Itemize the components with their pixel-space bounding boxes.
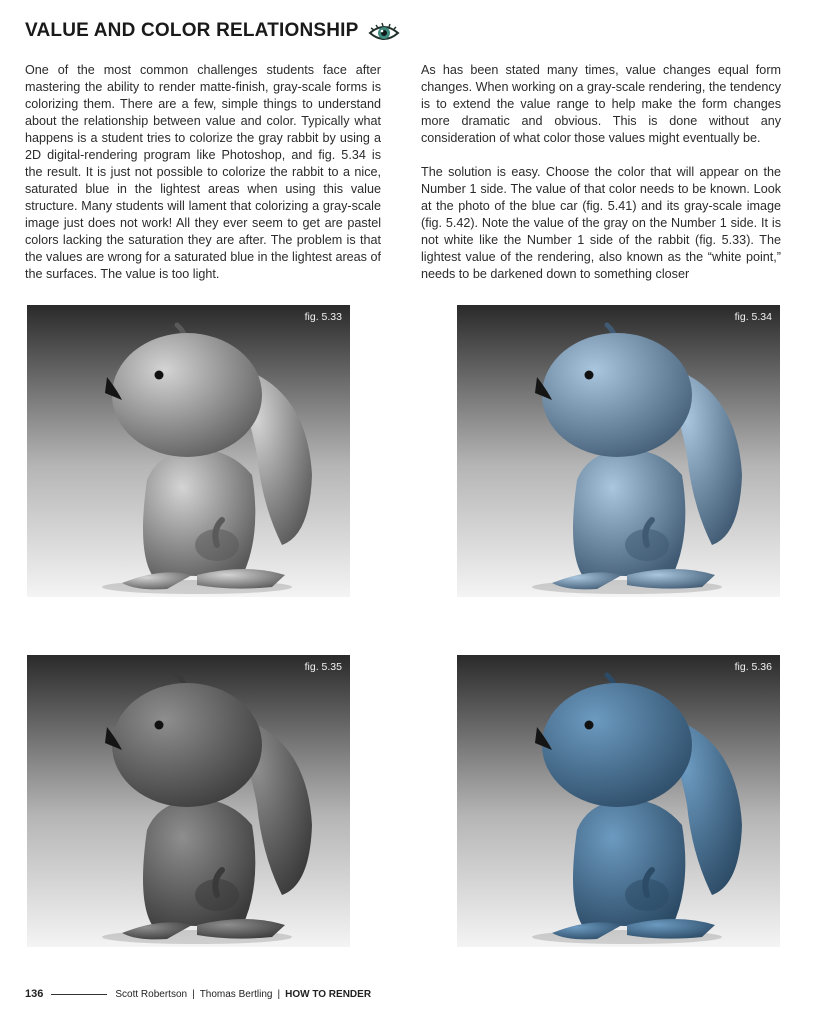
book-title: HOW TO RENDER bbox=[285, 988, 372, 1000]
footer-rule bbox=[51, 994, 107, 995]
page-number: 136 bbox=[25, 988, 44, 1000]
page-footer bbox=[25, 988, 371, 1000]
figure-label: fig. 5.36 bbox=[734, 661, 772, 673]
paragraph: As has been stated many times, value changes equal form changes. When working on a gray-scale rendering, the tendency is to extend the value range to help make the form changes more dramatic and obvious. This is done without any consideration of what color those values might eventually be. bbox=[421, 63, 781, 145]
figure-label: fig. 5.35 bbox=[304, 661, 342, 673]
figure-5-33 bbox=[27, 305, 350, 597]
rabbit-illustration bbox=[457, 305, 780, 597]
rabbit-illustration bbox=[457, 655, 780, 947]
figure-label: fig. 5.34 bbox=[734, 311, 772, 323]
paragraph: One of the most common challenges students face after mastering the ability to render matte-finish, gray-scale forms is colorizing them. There are a few, simple things to understand about the relationship between value and color. Typically what happens is a student tries to colorize the gray rabbit by using a 2D digital-rendering program like Photoshop, and fig. 5.34 is the result. It is just not possible to colorize the rabbit to a nice, saturated blue in the lightest areas when using this value structure. Many students will lament that colorizing a gray-scale image just does not work! All they ever seem to get are pastel colors lacking the saturation they are after. The problem is that the values are wrong for a saturated blue in the lightest areas of the surfaces. The value is too light. bbox=[25, 63, 381, 281]
paragraph: The solution is easy. Choose the color that will appear on the Number 1 side. The value of that color needs to be known. Look at the photo of the blue car (fig. 5.41) and its gray-scale image (fig. 5.42). Note the value of the gray on the Number 1 side. It is not white like the Number 1 side of the rabbit (fig. 5.33). The lightest value of the rendering, also known as the “white point,” needs to be darkened down to something closer bbox=[421, 165, 781, 281]
figure-label: fig. 5.33 bbox=[304, 311, 342, 323]
rabbit-illustration bbox=[27, 655, 350, 947]
separator: | bbox=[277, 988, 281, 1000]
text-column-left bbox=[25, 62, 381, 300]
separator: | bbox=[192, 988, 195, 1000]
figure-5-36 bbox=[457, 655, 780, 947]
author-name: Scott Robertson bbox=[115, 988, 188, 1000]
text-column-right bbox=[421, 62, 781, 300]
page-title: VALUE AND COLOR RELATIONSHIP bbox=[25, 20, 359, 41]
eye-icon bbox=[368, 22, 400, 44]
rabbit-illustration bbox=[27, 305, 350, 597]
author-name: Thomas Bertling bbox=[199, 988, 273, 1000]
figure-5-34 bbox=[457, 305, 780, 597]
figure-5-35 bbox=[27, 655, 350, 947]
